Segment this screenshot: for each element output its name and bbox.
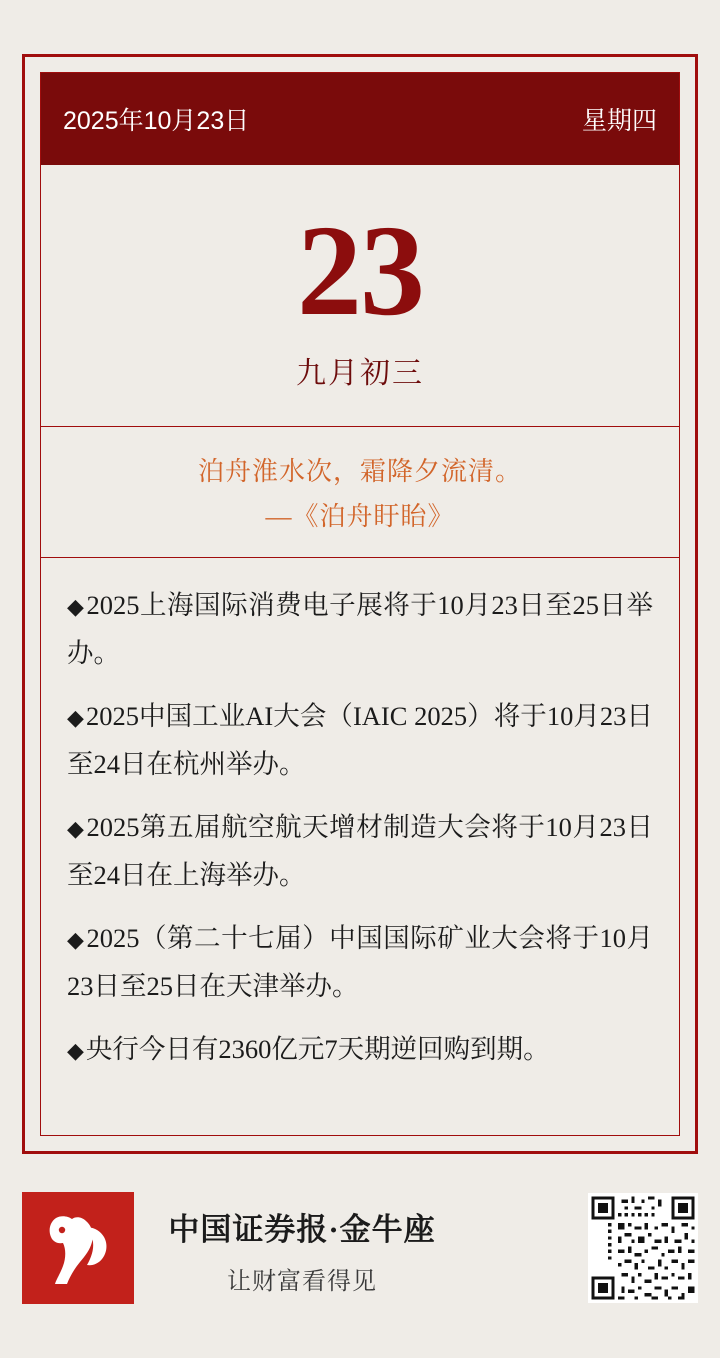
bullet-icon: ◆ <box>67 705 84 730</box>
news-text: 2025上海国际消费电子展将于10月23日至25日举办。 <box>67 590 654 668</box>
bullet-icon: ◆ <box>67 594 85 619</box>
list-item <box>67 804 653 899</box>
list-item <box>67 582 653 677</box>
poem-line: 泊舟淮水次，霜降夕流清。 <box>197 457 522 486</box>
calendar-header <box>41 73 679 165</box>
brand-name: 中国证券报·金牛座 <box>168 1212 436 1247</box>
day-number: 23 <box>297 198 423 343</box>
lunar-date: 九月初三 <box>296 356 424 390</box>
header-weekday: 星期四 <box>581 107 657 135</box>
day-section <box>41 165 679 427</box>
calendar-card-inner <box>40 72 680 1136</box>
news-list <box>41 558 679 1135</box>
news-text: 2025第五届航空航天增材制造大会将于10月23日至24日在上海举办。 <box>67 812 654 890</box>
brand-block <box>152 1204 452 1296</box>
qr-code-icon[interactable] <box>588 1193 698 1303</box>
bull-logo-icon <box>22 1192 134 1304</box>
header-date: 2025年10月23日 <box>63 107 250 135</box>
brand-slogan: 让财富看得见 <box>227 1269 377 1295</box>
poem-source: —《泊舟盱眙》 <box>265 502 455 531</box>
news-text: 2025中国工业AI大会（IAIC 2025）将于10月23日至24日在杭州举办。 <box>67 701 653 779</box>
calendar-card <box>22 54 698 1154</box>
bullet-icon: ◆ <box>67 816 85 841</box>
news-text: 央行今日有2360亿元7天期逆回购到期。 <box>85 1034 550 1064</box>
list-item <box>67 693 653 788</box>
bullet-icon: ◆ <box>67 1038 84 1063</box>
list-item <box>67 1026 653 1074</box>
list-item <box>67 915 653 1010</box>
bullet-icon: ◆ <box>67 927 85 952</box>
news-text: 2025（第二十七届）中国国际矿业大会将于10月23日至25日在天津举办。 <box>67 923 654 1001</box>
footer <box>22 1192 698 1304</box>
poem-section <box>41 427 679 558</box>
